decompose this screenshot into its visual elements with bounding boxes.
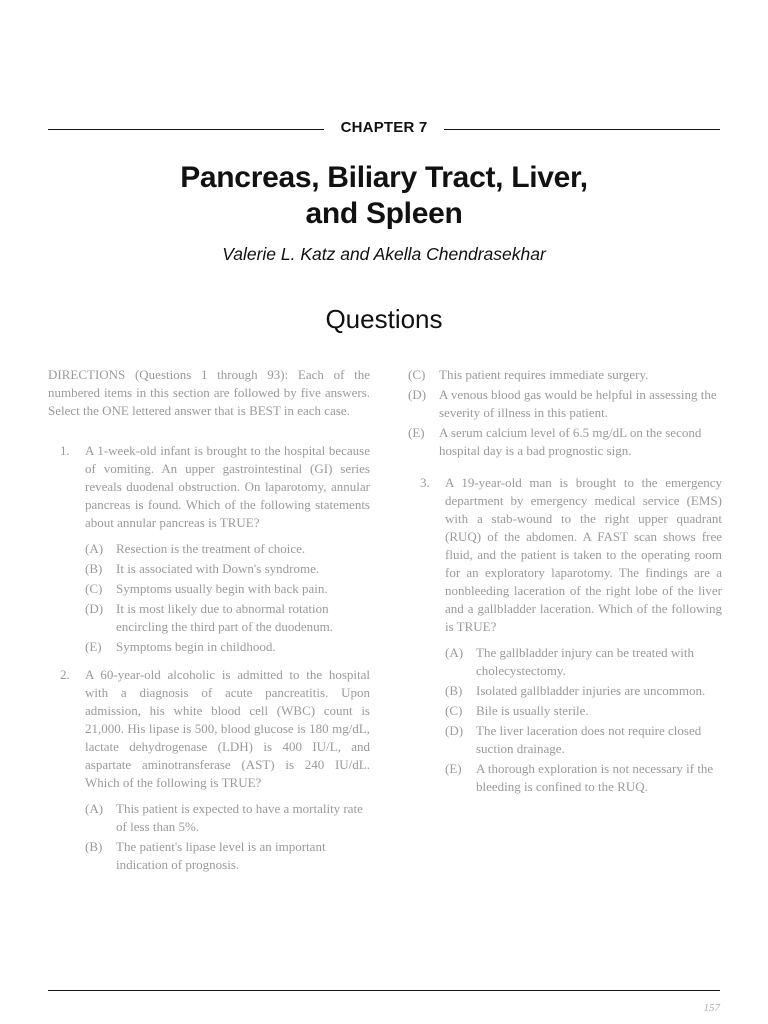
option-letter: (E) bbox=[85, 639, 102, 654]
chapter-label: CHAPTER 7 bbox=[340, 119, 428, 136]
option-letter: (D) bbox=[445, 723, 464, 738]
answer-option bbox=[445, 682, 722, 700]
page-number: 157 bbox=[703, 1002, 720, 1014]
option-text: This patient requires immediate surgery. bbox=[439, 367, 649, 382]
option-letter: (B) bbox=[85, 839, 103, 854]
option-text: A serum calcium level of 6.5 mg/dL on the second hospital day is a bad prognostic sign. bbox=[439, 425, 702, 458]
question-3 bbox=[408, 474, 722, 796]
chapter-title-line1: Pancreas, Biliary Tract, Liver, bbox=[180, 161, 588, 194]
option-text: It is most likely due to abnormal rotation encircling the third part of the duodenum. bbox=[116, 601, 333, 634]
answer-option bbox=[408, 366, 722, 384]
option-letter: (C) bbox=[85, 581, 103, 596]
option-letter: (A) bbox=[445, 645, 464, 660]
answer-option bbox=[85, 540, 370, 558]
answer-option bbox=[85, 580, 370, 598]
option-text: A thorough exploration is not necessary if the bleeding is confined to the RUQ. bbox=[476, 761, 714, 794]
option-text: Bile is usually sterile. bbox=[476, 703, 589, 718]
option-text: Isolated gallbladder injuries are uncommon. bbox=[476, 683, 706, 698]
option-text: The patient's lipase level is an important indication of prognosis. bbox=[116, 839, 326, 872]
question-stem: A 60-year-old alcoholic is admitted to the hospital with a diagnosis of acute pancreatitis. Upon admission, his white blood cell (WBC) count is 21,000. His lipase is 500, blood glucose is 180 mg/dL, lactate dehydrogenase (LDH) is 400 IU/L, and aspartate aminotransferase (AST) is 240 IU/dL. Which of the following is TRUE? bbox=[85, 667, 370, 790]
answer-option bbox=[408, 386, 722, 422]
option-letter: (E) bbox=[445, 761, 462, 776]
question-number: 2. bbox=[60, 667, 70, 682]
chapter-authors: Valerie L. Katz and Akella Chendrasekhar bbox=[222, 244, 546, 264]
option-text: This patient is expected to have a mortality rate of less than 5%. bbox=[116, 801, 363, 834]
option-text: Symptoms usually begin with back pain. bbox=[116, 581, 328, 596]
question-number: 1. bbox=[60, 443, 70, 458]
answer-option bbox=[445, 722, 722, 758]
footer-rule bbox=[48, 990, 720, 991]
option-letter: (C) bbox=[408, 367, 426, 382]
answer-option bbox=[445, 644, 722, 680]
answer-options bbox=[445, 644, 722, 796]
option-text: Symptoms begin in childhood. bbox=[116, 639, 276, 654]
option-text: The gallbladder injury can be treated with cholecystectomy. bbox=[476, 645, 695, 678]
option-letter: (E) bbox=[408, 425, 425, 440]
question-stem: A 19-year-old man is brought to the emergency department by emergency medical service (EMS) with a stab-wound to the right upper quadrant (RUQ) of the abdomen. A FAST scan shows free fluid, and the patient is taken to the operating room for an exploratory laparotomy. The findings are a nonbleeding laceration of the right lobe of the liver and a gallbladder laceration. Which of the following is TRUE? bbox=[445, 475, 722, 634]
option-letter: (D) bbox=[408, 387, 427, 402]
answer-option bbox=[85, 638, 370, 656]
question-stem: A 1-week-old infant is brought to the hospital because of vomiting. An upper gastrointestinal (GI) series reveals duodenal obstruction. On laparotomy, annular pancreas is found. Which of the following statements about annular pancreas is TRUE? bbox=[85, 443, 370, 530]
chapter-title-line2: and Spleen bbox=[305, 197, 463, 230]
question-number: 3. bbox=[420, 475, 430, 490]
left-column bbox=[48, 366, 370, 884]
question-1 bbox=[48, 442, 370, 656]
answer-option bbox=[85, 838, 370, 874]
answer-option bbox=[85, 560, 370, 578]
answer-options bbox=[85, 800, 370, 874]
option-text: It is associated with Down's syndrome. bbox=[116, 561, 320, 576]
answer-option bbox=[445, 760, 722, 796]
option-letter: (D) bbox=[85, 601, 104, 616]
answer-option bbox=[85, 600, 370, 636]
option-letter: (A) bbox=[85, 541, 104, 556]
directions-text: DIRECTIONS (Questions 1 through 93): Each of the numbered items in this section are followed by five answers. Select the ONE lettered answer that is BEST in each case. bbox=[48, 367, 370, 418]
option-letter: (A) bbox=[85, 801, 104, 816]
option-text: The liver laceration does not require closed suction drainage. bbox=[476, 723, 702, 756]
option-text: Resection is the treatment of choice. bbox=[116, 541, 306, 556]
answer-option bbox=[85, 800, 370, 836]
chapter-title bbox=[0, 160, 768, 232]
answer-options bbox=[85, 540, 370, 656]
option-letter: (C) bbox=[445, 703, 463, 718]
question-2 bbox=[48, 666, 370, 874]
option-letter: (B) bbox=[445, 683, 463, 698]
answer-options-continued bbox=[408, 366, 722, 460]
right-column bbox=[408, 366, 722, 806]
option-text: A venous blood gas would be helpful in assessing the severity of illness in this patient. bbox=[439, 387, 717, 420]
answer-option bbox=[445, 702, 722, 720]
section-heading: Questions bbox=[325, 304, 443, 334]
answer-option bbox=[408, 424, 722, 460]
option-letter: (B) bbox=[85, 561, 103, 576]
